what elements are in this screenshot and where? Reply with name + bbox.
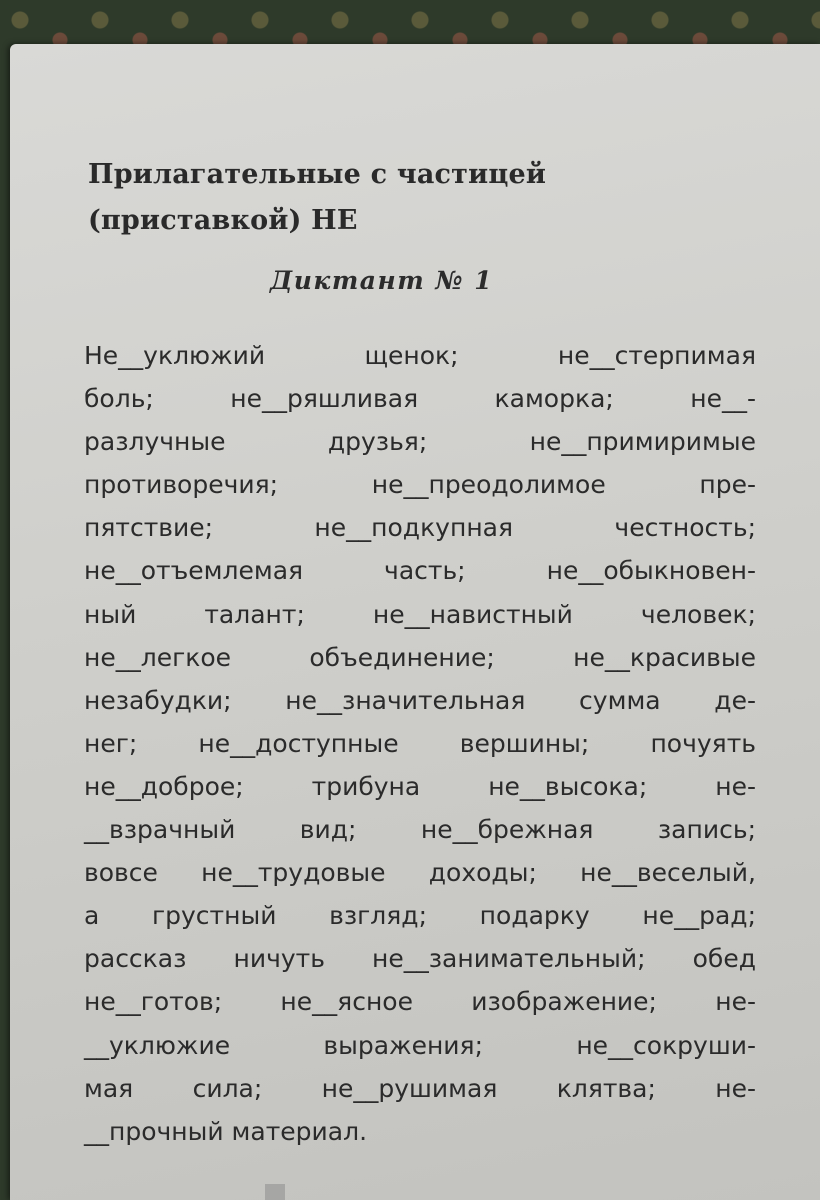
text-line: __прочный материал. (84, 1116, 368, 1146)
text-line: а грустный взгляд; подарку не__рад; (84, 901, 756, 931)
cutoff-text-fragment (265, 1184, 285, 1200)
text-line: пятствие; не__подкупная честность; (84, 513, 756, 543)
text-line: ный талант; не__навистный человек; (84, 599, 756, 629)
text-line: __уклюжие выражения; не__сокруши- (84, 1030, 756, 1060)
text-line: мая сила; не__рушимая клятва; не- (84, 1073, 756, 1103)
text-line: разлучные друзья; не__примиримые (84, 427, 756, 457)
text-line: противоречия; не__преодолимое пре- (84, 470, 756, 500)
text-line: не__доброе; трибуна не__высока; не- (84, 771, 756, 801)
dictation-heading: Диктант № 1 (270, 266, 494, 295)
text-line: не__легкое объединение; не__красивые (84, 642, 756, 672)
title-line: (приставкой) НЕ (88, 205, 358, 236)
text-line: рассказ ничуть не__занимательный; обед (84, 944, 756, 974)
text-line: Не__уклюжий щенок; не__стерпимая (84, 341, 756, 370)
text-line: вовсе не__трудовые доходы; не__веселый, (84, 858, 756, 888)
dictation-text (84, 334, 756, 1153)
text-line: боль; не__ряшливая каморка; не__- (84, 384, 756, 414)
title-line: Прилагательные с частицей (88, 159, 547, 190)
text-line: не__готов; не__ясное изображение; не- (84, 987, 756, 1017)
text-line: не__отъемлемая часть; не__обыкновен- (84, 556, 756, 586)
text-line: __взрачный вид; не__брежная запись; (84, 815, 756, 845)
page-title (88, 152, 546, 244)
text-line: нег; не__доступные вершины; почуять (84, 728, 756, 758)
text-line: незабудки; не__значительная сумма де- (84, 685, 756, 715)
